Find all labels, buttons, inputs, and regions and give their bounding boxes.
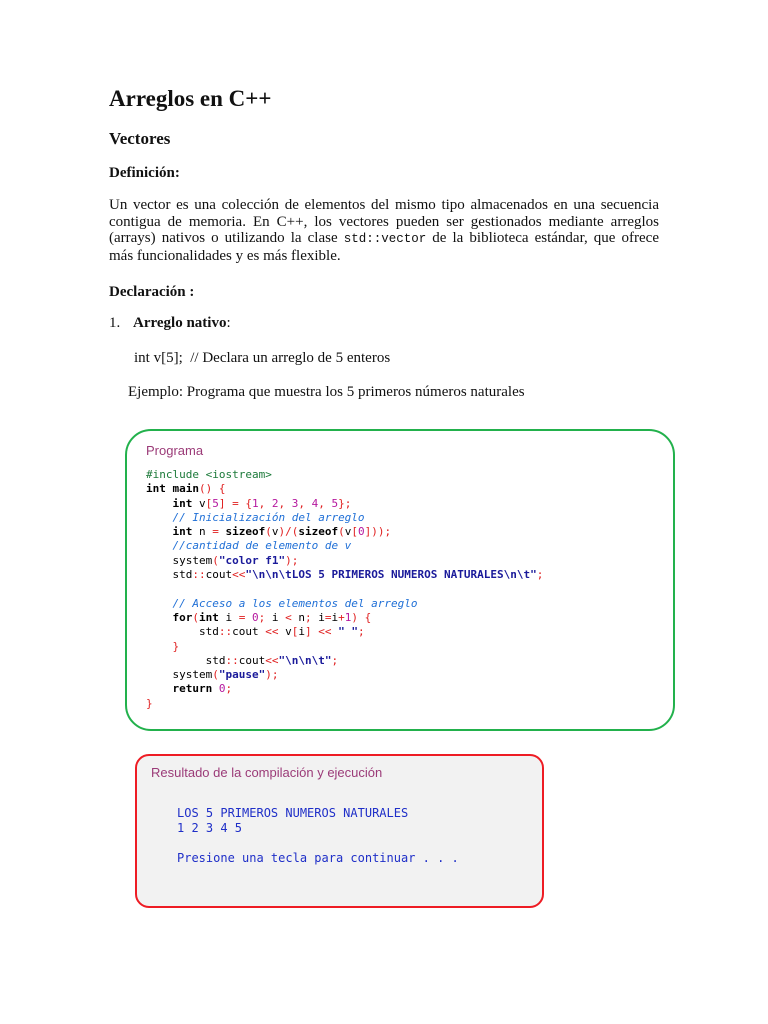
code-line <box>146 568 543 582</box>
code-token <box>146 497 173 510</box>
definition-text-start: Un vector es una colección de elementos del mismo tipo almacenados en una secuencia contigua de memoria. En C++, los vectores pueden ser gestionados mediante arreglos (arrays) nativos o utilizando la clase <box>109 197 659 246</box>
output-box-label: Resultado de la compilación y ejecución <box>151 765 383 780</box>
output-line: 1 2 3 4 5 <box>177 821 243 835</box>
code-line <box>146 539 543 553</box>
code-token: ; <box>258 610 266 624</box>
code-token: ) { <box>351 610 372 624</box>
code-token: :: <box>218 625 233 639</box>
code-token: 3 <box>291 496 299 510</box>
code-token: ; <box>536 568 544 582</box>
code-token: i <box>218 610 239 624</box>
code-token: , <box>318 496 332 510</box>
code-line <box>146 640 543 654</box>
code-token: " " <box>338 625 358 639</box>
code-token: ; <box>331 653 339 667</box>
code-token <box>212 682 219 695</box>
code-token: << <box>265 625 279 639</box>
list-number: 1. <box>109 315 121 331</box>
code-token: cout <box>205 568 233 582</box>
code-token <box>146 597 173 610</box>
code-token: 0 <box>218 682 226 696</box>
code-token: }; <box>338 496 352 510</box>
code-token <box>166 482 173 495</box>
code-token <box>146 682 173 695</box>
code-line <box>146 468 543 482</box>
code-token: "\n\n\tLOS 5 PRIMEROS NUMEROS NATURALES\n\t" <box>245 568 537 582</box>
code-token: "color f1" <box>218 553 286 567</box>
program-code-box <box>125 429 675 731</box>
code-token <box>146 511 173 524</box>
code-token: return <box>172 682 213 696</box>
code-token: ] << <box>304 625 332 639</box>
output-block <box>177 806 459 866</box>
code-token: "pause" <box>218 668 266 682</box>
code-block <box>146 468 543 711</box>
code-token: sizeof <box>298 525 339 539</box>
code-token: i <box>331 610 339 624</box>
code-token: v <box>271 525 279 539</box>
list-item-native-array <box>109 315 231 332</box>
code-line <box>146 582 543 596</box>
code-line <box>146 525 543 539</box>
code-token: 2 <box>271 496 279 510</box>
code-token <box>219 525 226 538</box>
code-token: ])); <box>364 525 392 539</box>
code-line <box>146 625 543 639</box>
page-title: Arreglos en C++ <box>109 86 272 111</box>
code-line <box>146 611 543 625</box>
code-token: , <box>278 496 292 510</box>
code-token: ( <box>212 668 219 682</box>
code-line <box>146 511 543 525</box>
code-token: // Acceso a los elementos del arreglo <box>172 596 418 610</box>
code-token: "\n\n\t" <box>278 653 332 667</box>
code-token: << <box>232 568 246 582</box>
code-token: system <box>146 668 213 682</box>
definition-heading: Definición: <box>109 165 180 181</box>
code-line <box>146 482 543 496</box>
code-token: () { <box>199 482 226 496</box>
code-token: ); <box>285 553 299 567</box>
code-token: cout <box>238 653 266 667</box>
code-token <box>146 582 153 595</box>
code-token <box>245 611 252 624</box>
code-token: for <box>172 610 193 624</box>
definition-text-end: de la biblioteca estándar, que ofrece más funcionalidades y es más flexible. <box>109 230 659 264</box>
code-token: ; <box>357 625 365 639</box>
code-token: + <box>338 610 345 624</box>
output-line <box>177 836 459 851</box>
code-token: :: <box>225 653 239 667</box>
code-line <box>146 497 543 511</box>
code-token: = <box>324 610 332 624</box>
code-token: << <box>265 653 279 667</box>
code-token: ; <box>305 610 312 624</box>
code-token: i <box>298 625 305 639</box>
code-token: std <box>146 568 193 582</box>
code-token: //cantidad de elemento de v <box>172 539 352 553</box>
output-line: Presione una tecla para continuar . . . <box>177 851 459 865</box>
code-token: std <box>146 653 226 667</box>
code-token: 1 <box>344 610 352 624</box>
code-token: system <box>146 553 213 567</box>
definition-paragraph <box>109 197 659 264</box>
code-token: ); <box>265 668 279 682</box>
code-token: [ <box>291 625 299 639</box>
code-token: cout <box>232 625 266 639</box>
list-item-suffix: : <box>226 315 231 331</box>
code-token: int <box>146 482 166 496</box>
code-token: } <box>146 696 153 710</box>
code-line <box>146 597 543 611</box>
code-token: i <box>265 610 286 624</box>
code-line <box>146 554 543 568</box>
output-line: LOS 5 PRIMEROS NUMEROS NATURALES <box>177 806 409 820</box>
code-token: main <box>172 482 199 496</box>
code-token: )/( <box>278 525 299 539</box>
code-token: 1 <box>252 496 259 510</box>
code-line <box>146 682 543 696</box>
code-token <box>146 611 173 624</box>
code-token: v <box>192 496 206 510</box>
code-token: [ <box>205 496 213 510</box>
declaration-heading: Declaración : <box>109 284 195 300</box>
section-heading: Vectores <box>109 129 171 148</box>
code-line <box>146 654 543 668</box>
code-token: ( <box>212 553 219 567</box>
example-intro: Ejemplo: Programa que muestra los 5 primeros números naturales <box>128 384 525 400</box>
code-token: v <box>278 625 292 639</box>
code-token: ( <box>338 525 345 539</box>
code-token: n <box>192 525 213 539</box>
code-token: int <box>172 496 193 510</box>
code-token <box>146 539 173 552</box>
code-token: ; <box>225 682 233 696</box>
output-box <box>135 754 544 908</box>
code-token: ( <box>265 525 272 539</box>
code-token: 0 <box>252 610 259 624</box>
code-box-label: Programa <box>146 443 204 458</box>
inline-code: std::vector <box>343 232 427 246</box>
code-token: std <box>146 625 219 639</box>
code-token: int <box>199 610 219 624</box>
code-token: int <box>172 525 193 539</box>
list-item-title: Arreglo nativo <box>133 315 227 331</box>
code-token: = <box>238 610 246 624</box>
code-token: 0 <box>358 525 365 539</box>
declaration-example: int v[5]; // Declara un arreglo de 5 enteros <box>134 350 391 366</box>
code-token: :: <box>192 568 206 582</box>
code-token: ] = { <box>218 496 252 510</box>
code-line <box>146 697 543 711</box>
code-token <box>146 525 173 538</box>
code-token: = <box>212 525 219 539</box>
code-token: n <box>291 610 305 624</box>
code-token <box>146 640 173 653</box>
code-token: // Inicialización del arreglo <box>172 510 365 524</box>
code-token: , <box>298 496 312 510</box>
code-token: [ <box>351 525 358 539</box>
code-token: v <box>344 525 352 539</box>
code-token: i <box>311 610 325 624</box>
code-token: ( <box>192 610 199 624</box>
code-token: 4 <box>311 496 319 510</box>
code-token: sizeof <box>225 525 266 539</box>
code-token: , <box>258 496 272 510</box>
code-token: #include <iostream> <box>146 468 272 481</box>
code-token: < <box>285 610 292 624</box>
code-token: 5 <box>331 496 339 510</box>
code-token: } <box>172 639 180 653</box>
code-line <box>146 668 543 682</box>
code-token: 5 <box>212 496 219 510</box>
